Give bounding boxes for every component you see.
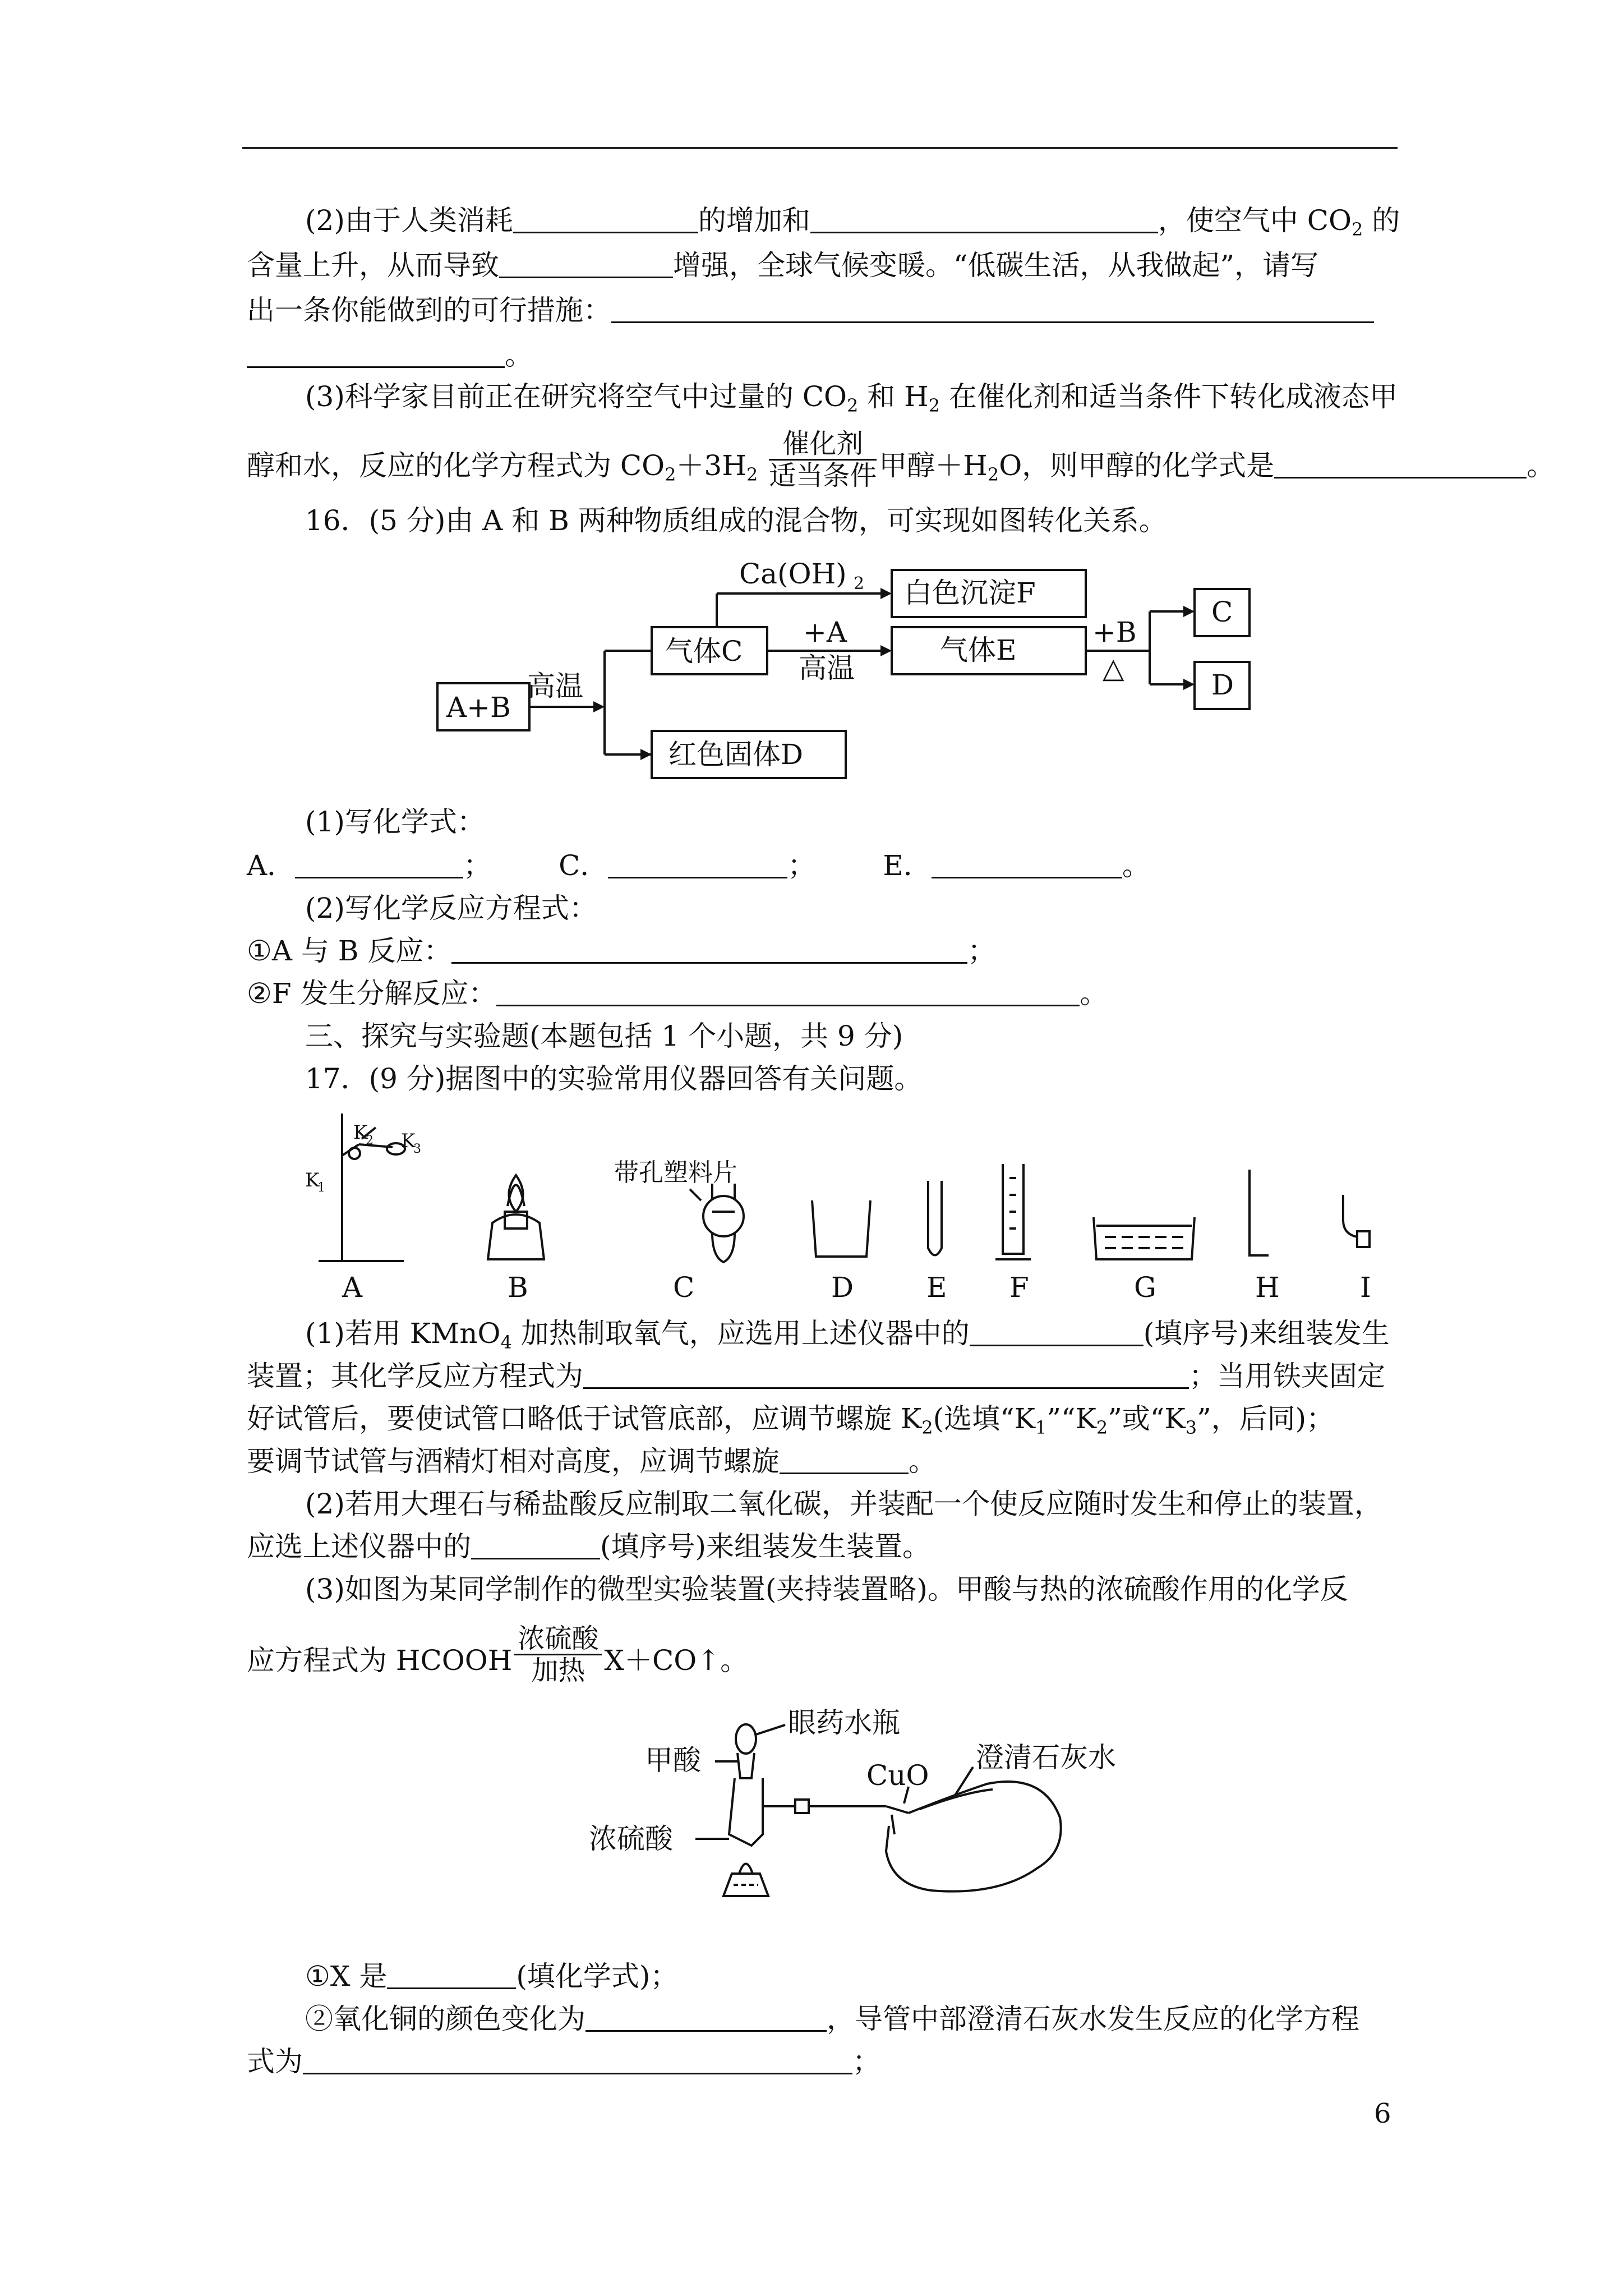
label-cuo: CuO	[866, 1759, 929, 1792]
label-g: G	[1134, 1271, 1156, 1304]
label-c: C	[673, 1271, 695, 1304]
plastic-plate-label: 带孔塑料片	[614, 1158, 737, 1187]
q17-sub2-line2: 式为 ；	[247, 2045, 880, 2078]
label-formic-acid: 甲酸	[645, 1744, 701, 1777]
q16-sub1: (1)写化学式：	[305, 806, 485, 838]
label-d: D	[1211, 669, 1234, 701]
svg-text:2: 2	[366, 1134, 374, 1148]
q15-part2-line1: (2)由于人类消耗 的增加和 ，使空气中 $CO_2$ 的	[305, 204, 1400, 240]
label-delta: △	[1103, 652, 1124, 684]
k1-label: K	[305, 1169, 320, 1191]
k3-label: K	[401, 1130, 416, 1152]
q16-sub1-blanks: A． ； C． ； E． 。	[247, 849, 1150, 882]
answer-blank[interactable]	[303, 2046, 852, 2074]
eye-dropper-bottle	[736, 1724, 756, 1754]
label-i: I	[1360, 1271, 1371, 1304]
label-gaowen: 高温	[527, 670, 583, 702]
label-gas-c: 气体C	[665, 635, 743, 668]
q15-part2-line3: 出一条你能做到的可行措施：	[247, 291, 1374, 330]
q16-stem: 16．(5 分)由 A 和 B 两种物质组成的混合物，可实现如图转化关系。	[305, 504, 1167, 537]
q17-sub2-line1: ②氧化铜的颜色变化为 ，导管中部澄清石灰水发生反应的化学方程	[305, 2003, 1359, 2035]
q17-part3-line2: 应方程式为 HCOOH $\frac{\text{浓硫酸}}{\text{加热}}$ X＋CO↑。	[247, 1623, 749, 1687]
label-gaowen2: 高温	[799, 652, 855, 684]
reaction-condition: $\frac{\text{催化剂}}{\text{适当条件}}$	[769, 428, 877, 492]
k2-label: K	[353, 1121, 368, 1144]
q17-part2-line1: (2)若用大理石与稀盐酸反应制取二氧化碳，并装配一个使反应随时发生和停止的装置，	[305, 1488, 1382, 1520]
label-f: F	[1009, 1271, 1029, 1304]
q16-reaction2: ②F 发生分解反应： 。	[247, 977, 1108, 1010]
label-caoh: Ca(OH)	[739, 558, 847, 590]
q15-part3-line1: (3)科学家目前正在研究将空气中过量的 $CO_2$ 和 $H_2$ 在催化剂和适当条件下转化成液态甲	[305, 380, 1398, 416]
q16-reaction1: ①A 与 B 反应： ；	[247, 935, 996, 967]
label-c: C	[1211, 596, 1233, 628]
label-white-f: 白色沉淀F	[904, 577, 1036, 609]
label-conc-sulfuric: 浓硫酸	[589, 1823, 673, 1855]
reaction-condition: $\frac{\text{浓硫酸}}{\text{加热}}$	[514, 1625, 602, 1685]
q16-sub2: (2)写化学反应方程式：	[305, 892, 597, 924]
label-plus-a: +A	[803, 616, 847, 648]
page-number: 6	[1374, 2098, 1391, 2129]
label-d: D	[831, 1271, 854, 1304]
answer-blank[interactable]	[387, 1961, 516, 1989]
q17-part1-line2: 装置；其化学反应方程式为 ；当用铁夹固定	[247, 1360, 1385, 1392]
label-a: A	[342, 1271, 363, 1304]
label-e: E	[926, 1271, 947, 1304]
label-caoh-sub: 2	[854, 574, 865, 593]
q17-part2-line2: 应选上述仪器中的 (填序号)来组装发生装置。	[247, 1530, 931, 1563]
svg-text:1: 1	[317, 1181, 325, 1195]
section-heading: 三、探究与实验题(本题包括 1 个小题，共 9 分)	[305, 1020, 903, 1052]
answer-blank[interactable]	[585, 2003, 827, 2032]
q17-part1-line4: 要调节试管与酒精灯相对高度，应调节螺旋 。	[247, 1445, 937, 1478]
q15-part3-line2: 醇和水，反应的化学方程式为 $CO_2+3H_2$ $\frac{\text{催化剂}}{\text{适当条件}}$ 甲醇$+H_2O$，则甲醇的化学式是 。	[247, 428, 1555, 492]
q17-part1-line3: 好试管后，要使试管口略低于试管底部，应调节螺旋 $K_2$(选填“$K_1”“K_2$”或“$K_3$”，后同)；	[247, 1402, 1335, 1438]
q15-part2-line4: 。	[247, 335, 533, 375]
svg-text:3: 3	[413, 1142, 421, 1156]
label-limewater: 澄清石灰水	[976, 1741, 1116, 1774]
label-ab: A+B	[446, 691, 511, 724]
q17-part3-line1: (3)如图为某同学制作的微型实验装置(夹持装置略)。甲酸与热的浓硫酸作用的化学反	[305, 1573, 1348, 1605]
label-red-d: 红色固体D	[668, 738, 804, 771]
q17-stem: 17．(9 分)据图中的实验常用仪器回答有关问题。	[305, 1062, 923, 1095]
label-b: B	[508, 1271, 528, 1304]
q17-sub1: ①X 是 (填化学式)；	[305, 1960, 679, 1993]
label-gas-e: 气体E	[940, 634, 1017, 666]
label-eye-dropper: 眼药水瓶	[788, 1706, 900, 1739]
label-plus-b: +B	[1092, 616, 1137, 648]
q15-part2-line2: 含量上升，从而导致 增强，全球气候变暖。“低碳生活，从我做起”，请写	[247, 249, 1319, 282]
label-h: H	[1255, 1271, 1280, 1304]
q17-part1-line1: (1)若用 KMnO$_4$ 加热制取氧气，应选用上述仪器中的 (填序号)来组装发生	[305, 1317, 1390, 1353]
